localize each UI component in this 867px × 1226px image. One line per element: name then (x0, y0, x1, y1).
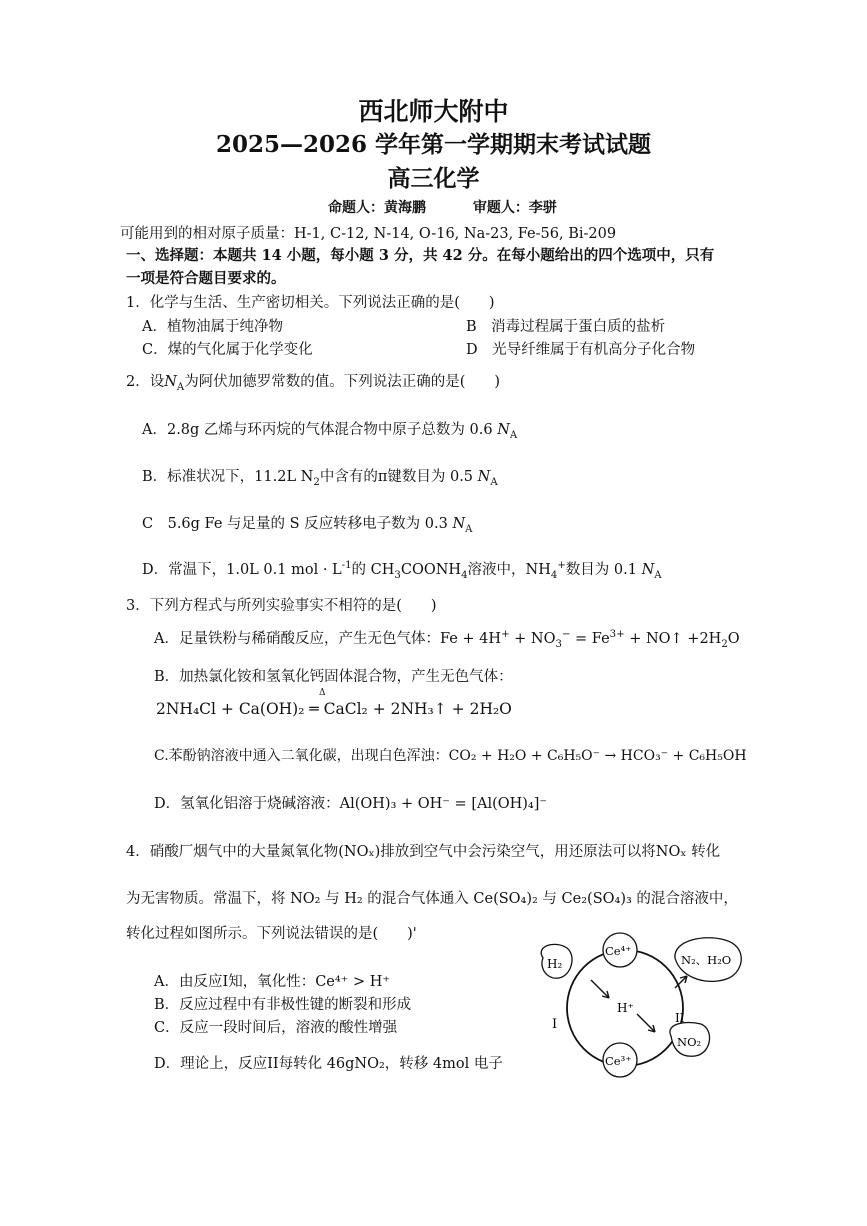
subject-title: 高三化学 (387, 165, 480, 192)
q4-option-b: B．反应过程中有非极性键的断裂和形成 (154, 997, 412, 1013)
reaction-i-label: I (552, 1017, 558, 1032)
reviewer: 审题人：李骈 (472, 200, 557, 216)
school-name: 西北师大附中 (358, 97, 509, 126)
arrow-hplus-to-no2 (637, 1014, 655, 1032)
section-header-line1: 一、选择题：本题共 14 小题，每小题 3 分，共 42 分。在每小题给出的四个选项中，只有 (126, 247, 715, 264)
q2-option-a: A．2.8g 乙烯与环丙烷的气体混合物中原子总数为 0.6 $N_A$ (142, 422, 518, 441)
arrow-h2-to-hplus (591, 980, 609, 998)
q3-stem: 3．下列方程式与所列实验事实不相符的是( ) (126, 598, 437, 614)
q2-option-b: B．标准状况下，11.2L $N_2$中含有的π键数目为 0.5 $N_A$ (142, 469, 498, 488)
setter: 命题人：黄海鹏 (328, 200, 426, 216)
authors (328, 197, 599, 217)
q1-stem: 1．化学与生活、生产密切相关。下列说法正确的是( ) (126, 295, 495, 311)
q2-stem: 2．设$N_A$为阿伏加德罗常数的值。下列说法正确的是( ) (126, 374, 501, 393)
q4-stem-line1: 4．硝酸厂烟气中的大量氮氧化物(NOₓ)排放到空气中会污染空气，用还原法可以将NOₓ 转化 (126, 844, 721, 860)
products-label: N₂、H₂O (681, 953, 732, 967)
exam-title: 2025—2026 学年第一学期期末考试试题 (215, 131, 652, 158)
ce3-label: Ce³⁺ (605, 1054, 632, 1068)
hplus-label: H⁺ (617, 1001, 634, 1015)
heating-delta: Δ (319, 688, 326, 698)
q4-option-d: D．理论上，反应II每转化 46gNO₂，转移 4mol 电子 (154, 1056, 503, 1072)
section-header-line2: 一项是符合题目要求的。 (126, 270, 286, 287)
ce4-label: Ce⁴⁺ (605, 944, 632, 958)
q3-option-b: B．加热氯化铵和氢氧化钙固体混合物，产生无色气体： (154, 669, 513, 685)
q1-option-c: C．煤的气化属于化学变化 (142, 342, 313, 358)
q1-option-b: B 消毒过程属于蛋白质的盐析 (466, 319, 666, 335)
q3-option-b-equation: 2NH₄Cl + Ca(OH)₂ ═ CaCl₂ + 2NH₃↑ + 2H₂O (156, 700, 512, 718)
q3-option-c: C.苯酚钠溶液中通入二氧化碳，出现白色浑浊：CO₂ + H₂O + C₆H₅O⁻ → HCO₃⁻ + C₆H₅OH (154, 748, 747, 764)
q4-stem-line2: 为无害物质。常温下，将 NO₂ 与 H₂ 的混合气体通入 Ce(SO₄)₂ 与 Ce₂(SO₄)₃ 的混合溶液中， (126, 891, 738, 907)
q4-stem-line3: 转化过程如图所示。下列说法错误的是( )' (126, 926, 417, 942)
q1-option-a: A．植物油属于纯净物 (142, 319, 283, 335)
q2-option-c: C 5.6g Fe 与足量的 S 反应转移电子数为 0.3 $N_A$ (142, 516, 473, 535)
q2-option-d: D．常温下，1.0L 0.1 mol · $L^{-1}$的 $CH_3COONH_4$溶液中，$NH_4^+$数目为 0.1 $N_A$ (142, 560, 662, 581)
q4-option-a: A．由反应I知，氧化性：Ce⁴⁺ > H⁺ (154, 974, 391, 990)
atomic-masses: 可能用到的相对原子质量：H-1, C-12, N-14, O-16, Na-23, Fe-56, Bi-209 (120, 226, 617, 242)
q4-option-c: C．反应一段时间后，溶液的酸性增强 (154, 1020, 398, 1036)
q3-option-d: D．氢氧化铝溶于烧碱溶液：Al(OH)₃ + OH⁻ = [Al(OH)₄]⁻ (154, 796, 548, 812)
h2-label: H₂ (547, 957, 563, 971)
q3-option-a: A．足量铁粉与稀硝酸反应，产生无色气体：$Fe + 4H^+ + NO_3^- = Fe^{3+}$ + NO↑ $+2H_2O$ (154, 629, 740, 650)
reaction-ii-label: II (675, 1011, 685, 1025)
no2-label: NO₂ (677, 1035, 702, 1049)
q1-option-d: D 光导纤维属于有机高分子化合物 (466, 342, 696, 358)
reaction-cycle-diagram (525, 928, 765, 1078)
